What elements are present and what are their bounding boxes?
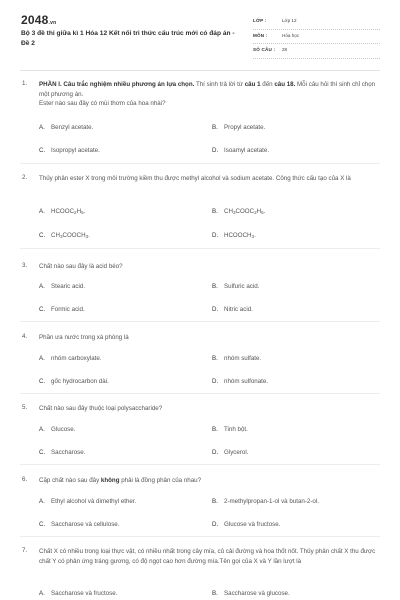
option-a[interactable]: A. Saccharose và fructose. <box>39 590 118 597</box>
option-d[interactable]: D. Nitric acid. <box>212 306 253 313</box>
question-text: Phần ưa nước trong xà phòng là <box>39 334 129 341</box>
option-c[interactable]: C. Formic acid. <box>39 306 85 313</box>
question-text: Chất nào sau đây là acid béo? <box>39 263 123 270</box>
option-d[interactable]: D. Isoamyl acetate. <box>212 147 270 154</box>
option-d[interactable]: D. $HCOOCH_3$. <box>212 232 256 239</box>
option-c[interactable]: C. gốc hydrocarbon dài. <box>39 378 109 385</box>
option-b[interactable]: B. Propyl acetate. <box>212 124 266 131</box>
option-a[interactable]: A. $HCOOC_2H_5$. <box>39 208 86 215</box>
question-divider <box>20 464 380 465</box>
option-d[interactable]: D. nhóm sulfonate. <box>212 378 269 385</box>
option-d[interactable]: D. Glucose và fructose. <box>212 521 281 528</box>
option-c[interactable]: C. $CH_3COOCH_3$. <box>39 232 90 239</box>
meta-key: MÔN : <box>253 32 268 38</box>
option-a[interactable]: A. Ethyl alcohol và dimethyl ether. <box>39 498 137 505</box>
option-b[interactable]: B. Tinh bột. <box>212 426 248 433</box>
option-b[interactable]: B. nhóm sulfate. <box>212 355 262 362</box>
question-number: 4. <box>22 333 28 340</box>
option-c[interactable]: C. Saccharose và cellulose. <box>39 521 120 528</box>
question-number: 1. <box>22 80 28 87</box>
meta-grade-row <box>253 15 380 30</box>
option-a[interactable]: A. Glucose. <box>39 426 76 433</box>
question-divider <box>20 536 380 537</box>
option-c[interactable]: C. Isopropyl acetate. <box>39 147 100 154</box>
question-number: 3. <box>22 262 28 269</box>
meta-count-row <box>253 44 380 59</box>
question-number: 7. <box>22 547 28 554</box>
option-a[interactable]: A. nhóm carboxylate. <box>39 355 102 362</box>
option-b[interactable]: B. Sulfuric acid. <box>212 283 260 290</box>
question-text: Chất X có nhiều trong loại thực vật, có nhiều nhất trong cây mía, củ cải đường và hoa thốt nốt. Thủy phân chất X thu được chất Y có phản ứng tráng gương, có độ ngọt cao hơn đường mía.Tên gọi của X và Y lần lượt là <box>39 548 376 565</box>
question-number: 2. <box>22 174 28 181</box>
option-a[interactable]: A. Benzyl acetate. <box>39 124 94 131</box>
question-divider <box>20 321 380 322</box>
site-logo[interactable]: 2048.vn <box>21 13 57 27</box>
option-a[interactable]: A. Stearic acid. <box>39 283 86 290</box>
question-text: Cặp chất nào sau đây không phải là đồng phân của nhau? <box>39 477 202 484</box>
question-text: Chất nào sau đây thuộc loại polysaccharide? <box>39 405 163 412</box>
document-title: Bộ 3 đề thi giữa kì 1 Hóa 12 Kết nối tri thức cấu trúc mới có đáp án - Đề 2 <box>21 30 235 47</box>
option-b[interactable]: B. $CH_3COOC_2H_5$. <box>212 208 266 215</box>
question-number: 5. <box>22 404 28 411</box>
meta-value: Hóa học <box>282 32 300 38</box>
meta-key: SỐ CÂU : <box>253 47 276 52</box>
question-number: 6. <box>22 476 28 483</box>
question-text: PHẦN I. Câu trắc nghiệm nhiều phương án lựa chọn. Thí sinh trả lời từ câu 1 đến câu 18. Mỗi câu hỏi thí sinh chỉ chọn một phương án. Ester nào sau đây có mùi thơm của hoa nhài? <box>39 81 376 108</box>
meta-subject-row <box>253 30 380 45</box>
meta-value: 28 <box>282 47 288 52</box>
option-b[interactable]: B. 2-methylpropan-1-ol và butan-2-ol. <box>212 498 319 505</box>
meta-value: Lớp 12 <box>282 18 297 23</box>
option-b[interactable]: B. Saccharose và glucose. <box>212 590 290 597</box>
question-divider <box>20 393 380 394</box>
option-c[interactable]: C. Saccharose. <box>39 449 86 456</box>
question-divider <box>20 248 380 249</box>
header-divider <box>20 70 380 71</box>
option-d[interactable]: D. Glycerol. <box>212 449 249 456</box>
meta-key: LỚP : <box>253 18 267 23</box>
document-header <box>0 0 400 62</box>
question-text: Thủy phân ester X trong môi trường kiềm thu được methyl alcohol và sodium acetate. Công thức cấu tạo của X là <box>39 175 351 182</box>
question-divider <box>20 163 380 164</box>
document-meta <box>253 15 380 59</box>
